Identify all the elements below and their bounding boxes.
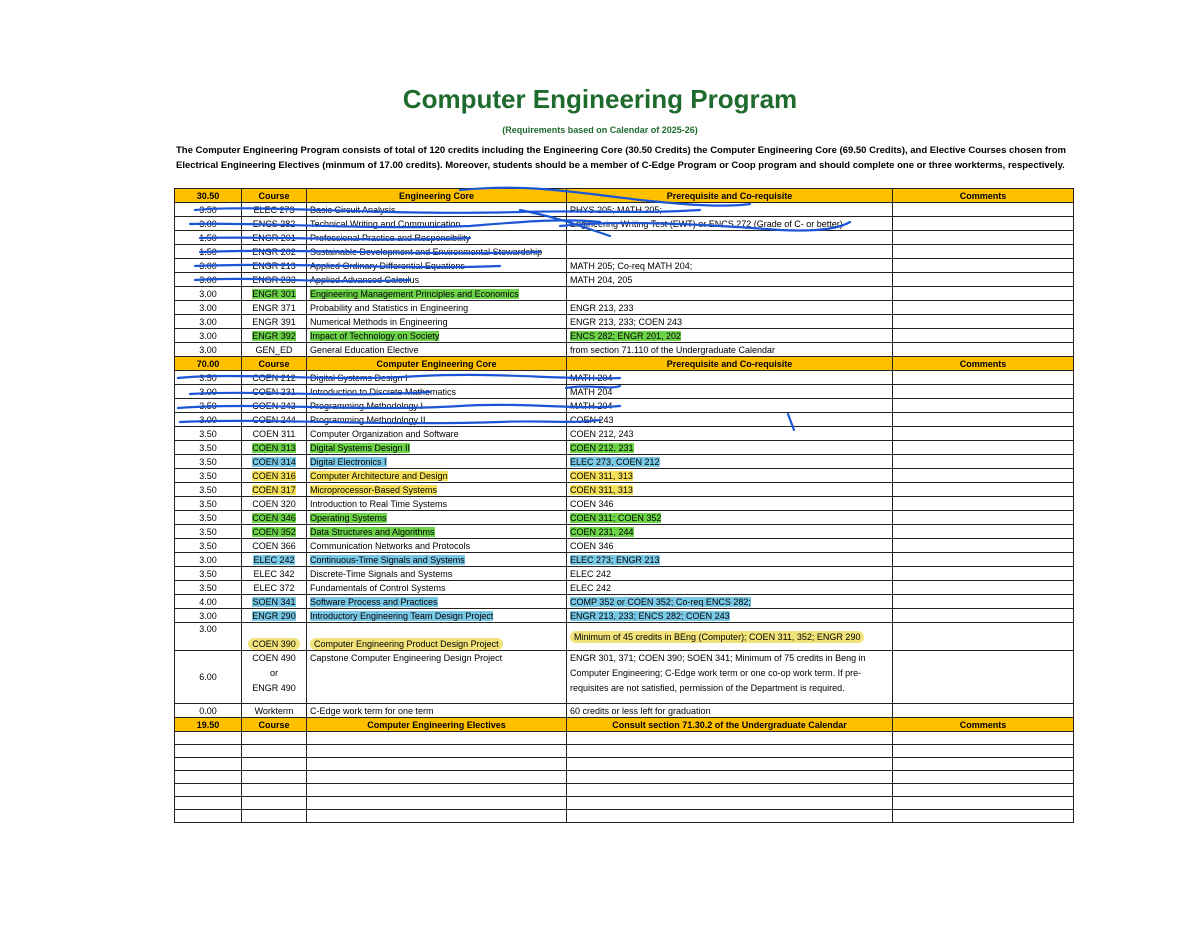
page-title: Computer Engineering Program <box>402 84 798 114</box>
course-name-cell: Sustainable Development and Environmental Stewardship <box>307 245 567 259</box>
prereq-cell: COEN 243 <box>567 413 893 427</box>
empty-cell <box>567 784 893 797</box>
header-comments: Comments <box>893 189 1074 203</box>
empty-cell <box>175 797 242 810</box>
comments-cell <box>893 371 1074 385</box>
course-code-cell: ENGR 202 <box>242 245 307 259</box>
empty-cell <box>893 771 1074 784</box>
comments-cell <box>893 704 1074 718</box>
empty-cell <box>175 745 242 758</box>
course-row <box>175 329 1074 343</box>
comments-cell <box>893 301 1074 315</box>
prereq-cell-highlight: ENGR 213, 233; ENCS 282; COEN 243 <box>570 610 730 621</box>
comments-cell <box>893 595 1074 609</box>
course-code-cell <box>242 651 307 704</box>
prereq-cell-highlight: COEN 311, 313 <box>570 484 633 495</box>
credits-cell: 3.00 <box>175 259 242 273</box>
course-row <box>175 704 1074 718</box>
comments-cell <box>893 259 1074 273</box>
header-credits: 30.50 <box>175 189 242 203</box>
prereq-cell-highlight: ENCS 282; ENGR 201, 202 <box>570 330 682 341</box>
course-row <box>175 301 1074 315</box>
header-comments: Comments <box>893 718 1074 732</box>
course-code-cell-highlight: ENGR 290 <box>252 610 296 621</box>
comments-cell <box>893 385 1074 399</box>
course-row <box>175 217 1074 231</box>
course-row <box>175 455 1074 469</box>
prereq-cell <box>567 245 893 259</box>
course-code-line: COEN 490 <box>252 653 296 663</box>
empty-cell <box>175 732 242 745</box>
empty-cell <box>893 797 1074 810</box>
course-code-cell-highlight: SOEN 341 <box>252 596 296 607</box>
course-code-cell: ENCS 282 <box>242 217 307 231</box>
course-code-cell <box>242 609 307 623</box>
course-name-cell <box>307 287 567 301</box>
prereq-cell <box>567 231 893 245</box>
credits-cell: 3.00 <box>175 217 242 231</box>
prereq-cell: 60 credits or less left for graduation <box>567 704 893 718</box>
comments-cell <box>893 567 1074 581</box>
comments-cell <box>893 539 1074 553</box>
header-name: Engineering Core <box>307 189 567 203</box>
credits-cell: 3.00 <box>175 273 242 287</box>
prereq-cell <box>567 609 893 623</box>
empty-cell <box>893 745 1074 758</box>
empty-cell <box>307 758 567 771</box>
course-row <box>175 539 1074 553</box>
course-row <box>175 553 1074 567</box>
empty-elective-row <box>175 810 1074 823</box>
prereq-cell-highlight: COEN 231, 244 <box>570 526 634 537</box>
empty-cell <box>307 771 567 784</box>
intro-paragraph: The Computer Engineering Program consists of total of 120 credits including the Engineering Core (30.50 Credits) the Computer Engineering Core (69.50 Credits), and Elective Courses chosen from Electrical Engineering Electives (minmum of 17.00 credits). Moreover, students should be a member of C-Edge Program or Coop program and should complete one or three workterms, respectively. <box>176 145 1067 171</box>
prereq-cell <box>567 329 893 343</box>
course-code-cell: ELEC 372 <box>242 581 307 595</box>
credits-cell: 3.00 <box>175 329 242 343</box>
prereq-cell <box>567 469 893 483</box>
empty-cell <box>893 810 1074 823</box>
course-name-cell: Probability and Statistics in Engineering <box>307 301 567 315</box>
comments-cell <box>893 525 1074 539</box>
comments-cell <box>893 329 1074 343</box>
course-name-cell-highlight: Data Structures and Algorithms <box>310 526 435 537</box>
course-row <box>175 399 1074 413</box>
comments-cell <box>893 231 1074 245</box>
credits-cell: 3.50 <box>175 483 242 497</box>
header-course: Course <box>242 189 307 203</box>
course-row <box>175 511 1074 525</box>
credits-cell: 3.50 <box>175 203 242 217</box>
course-name-cell-highlight: Operating Systems <box>310 512 387 523</box>
empty-cell <box>175 771 242 784</box>
empty-cell <box>175 784 242 797</box>
empty-cell <box>242 732 307 745</box>
credits-cell: 3.50 <box>175 581 242 595</box>
course-row <box>175 525 1074 539</box>
empty-elective-row <box>175 732 1074 745</box>
empty-cell <box>567 745 893 758</box>
empty-cell <box>893 784 1074 797</box>
header-name: Computer Engineering Electives <box>307 718 567 732</box>
course-code-cell-highlight: ELEC 242 <box>253 554 295 565</box>
credits-cell: 3.50 <box>175 455 242 469</box>
course-code-cell-highlight: COEN 314 <box>252 456 296 467</box>
course-code-cell <box>242 623 307 651</box>
course-name-cell-highlight: Digital Electronics I <box>310 456 387 467</box>
prereq-cell: MATH 204, 205 <box>567 273 893 287</box>
prereq-cell: COEN 346 <box>567 539 893 553</box>
course-code-cell <box>242 511 307 525</box>
course-name-cell <box>307 595 567 609</box>
course-name-cell: Numerical Methods in Engineering <box>307 315 567 329</box>
empty-elective-row <box>175 784 1074 797</box>
prereq-cell: MATH 205; Co-req MATH 204; <box>567 259 893 273</box>
course-code-cell: ELEC 342 <box>242 567 307 581</box>
course-code-cell <box>242 553 307 567</box>
course-code-cell: COEN 231 <box>242 385 307 399</box>
empty-elective-row <box>175 797 1074 810</box>
course-row <box>175 231 1074 245</box>
prereq-cell: COEN 346 <box>567 497 893 511</box>
prereq-cell: PHYS 205; MATH 205; <box>567 203 893 217</box>
course-code-cell: ENGR 213 <box>242 259 307 273</box>
empty-cell <box>893 758 1074 771</box>
prereq-cell-highlight: COMP 352 or COEN 352; Co-req ENCS 282; <box>570 596 751 607</box>
section-header-row <box>175 718 1074 732</box>
course-name-cell: Introduction to Discrete Mathematics <box>307 385 567 399</box>
course-name-cell-highlight: Computer Architecture and Design <box>310 470 448 481</box>
comments-cell <box>893 511 1074 525</box>
credits-cell: 3.00 <box>175 315 242 329</box>
course-code-cell: GEN_ED <box>242 343 307 357</box>
course-name-cell: Communication Networks and Protocols <box>307 539 567 553</box>
course-row <box>175 483 1074 497</box>
course-code-cell: ENGR 201 <box>242 231 307 245</box>
empty-cell <box>307 797 567 810</box>
prereq-cell <box>567 595 893 609</box>
header-comments: Comments <box>893 357 1074 371</box>
prereq-cell <box>567 511 893 525</box>
course-name-cell <box>307 623 567 651</box>
course-name-cell: General Education Elective <box>307 343 567 357</box>
course-code-cell: COEN 366 <box>242 539 307 553</box>
credits-cell: 3.50 <box>175 427 242 441</box>
prereq-cell: MATH 204 <box>567 385 893 399</box>
requirements-table <box>174 188 1074 823</box>
comments-cell <box>893 469 1074 483</box>
course-code-cell-highlight: ENGR 301 <box>252 288 296 299</box>
empty-cell <box>567 771 893 784</box>
empty-cell <box>242 810 307 823</box>
prereq-cell <box>567 441 893 455</box>
course-row <box>175 413 1074 427</box>
course-code-cell: COEN 212 <box>242 371 307 385</box>
course-name-cell <box>307 441 567 455</box>
course-code-cell <box>242 329 307 343</box>
course-row <box>175 203 1074 217</box>
empty-elective-row <box>175 745 1074 758</box>
course-name-cell: Programming Methodology I <box>307 399 567 413</box>
course-name-cell <box>307 483 567 497</box>
header-name: Computer Engineering Core <box>307 357 567 371</box>
course-row <box>175 651 1074 704</box>
prereq-cell: COEN 212, 243 <box>567 427 893 441</box>
course-code-cell <box>242 483 307 497</box>
course-row <box>175 343 1074 357</box>
comments-cell <box>893 343 1074 357</box>
course-row <box>175 567 1074 581</box>
course-code-cell-highlight: COEN 390 <box>248 638 300 650</box>
course-code-cell-highlight: ENGR 392 <box>252 330 296 341</box>
course-row <box>175 609 1074 623</box>
prereq-cell-highlight: ELEC 273; ENGR 213 <box>570 554 660 565</box>
course-row <box>175 469 1074 483</box>
comments-cell <box>893 497 1074 511</box>
course-code-line: or <box>269 668 278 678</box>
empty-cell <box>567 732 893 745</box>
prereq-cell: MATH 204 <box>567 399 893 413</box>
course-name-cell: Digital Systems Design I <box>307 371 567 385</box>
empty-cell <box>567 810 893 823</box>
course-code-cell-highlight: COEN 346 <box>252 512 296 523</box>
course-code-cell <box>242 595 307 609</box>
course-code-cell: Workterm <box>242 704 307 718</box>
course-row <box>175 259 1074 273</box>
credits-cell: 3.00 <box>175 609 242 623</box>
course-row <box>175 497 1074 511</box>
credits-cell: 3.50 <box>175 539 242 553</box>
prereq-cell <box>567 483 893 497</box>
course-row <box>175 581 1074 595</box>
credits-cell: 3.50 <box>175 525 242 539</box>
course-name-cell: Basic Circuit Analysis <box>307 203 567 217</box>
course-code-cell: COEN 311 <box>242 427 307 441</box>
prereq-cell-highlight: COEN 212, 231 <box>570 442 634 453</box>
credits-cell: 3.00 <box>175 343 242 357</box>
header-prereq: Prerequisite and Co-requisite <box>567 189 893 203</box>
course-code-cell-highlight: COEN 313 <box>252 442 296 453</box>
course-name-cell-highlight: Introductory Engineering Team Design Project <box>310 610 494 621</box>
course-row <box>175 273 1074 287</box>
credits-cell: 3.50 <box>175 469 242 483</box>
prereq-cell: Engineering Writing Test (EWT) or ENCS 272 (Grade of C- or better) <box>567 217 893 231</box>
course-name-cell-highlight: Digital Systems Design II <box>310 442 411 453</box>
page-subtitle: (Requirements based on Calendar of 2025-26) <box>502 125 698 135</box>
credits-cell: 3.00 <box>175 287 242 301</box>
course-name-cell <box>307 329 567 343</box>
empty-cell <box>567 758 893 771</box>
credits-cell: 3.50 <box>175 371 242 385</box>
course-row <box>175 385 1074 399</box>
comments-cell <box>893 203 1074 217</box>
comments-cell <box>893 623 1074 651</box>
prereq-cell-highlight: COEN 311, 313 <box>570 470 633 481</box>
course-name-cell: Applied Ordinary Differential Equations <box>307 259 567 273</box>
comments-cell <box>893 651 1074 704</box>
course-name-cell <box>307 609 567 623</box>
comments-cell <box>893 609 1074 623</box>
course-name-cell: Fundamentals of Control Systems <box>307 581 567 595</box>
prereq-cell: ENGR 213, 233 <box>567 301 893 315</box>
header-credits: 19.50 <box>175 718 242 732</box>
course-row <box>175 595 1074 609</box>
course-row <box>175 427 1074 441</box>
credits-cell: 3.50 <box>175 511 242 525</box>
header-prereq: Consult section 71.30.2 of the Undergraduate Calendar <box>567 718 893 732</box>
credits-cell: 3.00 <box>175 385 242 399</box>
credits-cell: 3.50 <box>175 567 242 581</box>
credits-cell: 3.50 <box>175 399 242 413</box>
course-code-cell <box>242 287 307 301</box>
header-course: Course <box>242 357 307 371</box>
comments-cell <box>893 315 1074 329</box>
comments-cell <box>893 427 1074 441</box>
course-row <box>175 371 1074 385</box>
credits-cell: 4.00 <box>175 595 242 609</box>
credits-cell: 3.00 <box>175 301 242 315</box>
course-name-cell <box>307 525 567 539</box>
course-code-cell-highlight: COEN 316 <box>252 470 296 481</box>
comments-cell <box>893 455 1074 469</box>
header-credits: 70.00 <box>175 357 242 371</box>
comments-cell <box>893 217 1074 231</box>
credits-cell: 3.50 <box>175 497 242 511</box>
empty-cell <box>307 784 567 797</box>
course-code-line: ENGR 490 <box>252 683 296 693</box>
course-row <box>175 623 1074 651</box>
prereq-cell-highlight: COEN 311; COEN 352 <box>570 512 662 523</box>
comments-cell <box>893 399 1074 413</box>
course-name-cell <box>307 455 567 469</box>
header-prereq: Prerequisite and Co-requisite <box>567 357 893 371</box>
credits-cell: 3.00 <box>175 413 242 427</box>
course-code-cell <box>242 455 307 469</box>
prereq-cell <box>567 525 893 539</box>
course-name-cell-highlight: Continuous-Time Signals and Systems <box>310 554 465 565</box>
comments-cell <box>893 441 1074 455</box>
course-code-cell <box>242 469 307 483</box>
empty-cell <box>242 758 307 771</box>
comments-cell <box>893 413 1074 427</box>
course-name-cell-highlight: Software Process and Practices <box>310 596 438 607</box>
empty-cell <box>242 745 307 758</box>
empty-cell <box>242 797 307 810</box>
course-code-cell: COEN 320 <box>242 497 307 511</box>
course-name-cell: Introduction to Real Time Systems <box>307 497 567 511</box>
credits-cell: 6.00 <box>175 651 242 704</box>
section-header-row <box>175 189 1074 203</box>
course-name-cell: Computer Organization and Software <box>307 427 567 441</box>
course-code-cell: COEN 244 <box>242 413 307 427</box>
comments-cell <box>893 287 1074 301</box>
empty-cell <box>175 758 242 771</box>
prereq-cell: ELEC 242 <box>567 581 893 595</box>
course-code-cell-highlight: COEN 317 <box>252 484 296 495</box>
course-code-cell <box>242 525 307 539</box>
course-code-cell: COEN 243 <box>242 399 307 413</box>
course-name-cell-highlight: Microprocessor-Based Systems <box>310 484 438 495</box>
empty-cell <box>175 810 242 823</box>
course-code-cell <box>242 441 307 455</box>
course-name-cell: Professional Practice and Responsibility <box>307 231 567 245</box>
empty-cell <box>567 797 893 810</box>
course-name-cell: Applied Advanced Calculus <box>307 273 567 287</box>
empty-cell <box>893 732 1074 745</box>
prereq-cell: ELEC 242 <box>567 567 893 581</box>
credits-cell: 1.50 <box>175 245 242 259</box>
course-name-cell: C-Edge work term for one term <box>307 704 567 718</box>
course-code-cell: ENGR 371 <box>242 301 307 315</box>
empty-elective-row <box>175 771 1074 784</box>
course-name-cell <box>307 469 567 483</box>
prereq-cell: ENGR 301, 371; COEN 390; SOEN 341; Minimum of 75 credits in Beng in Computer Engineering; C-Edge work term or one co-op work term. If pre-requisites are not satisfied, permission of the Department is required. <box>567 651 893 704</box>
course-name-cell <box>307 511 567 525</box>
course-row <box>175 245 1074 259</box>
prereq-cell: MATH 204 <box>567 371 893 385</box>
empty-cell <box>307 732 567 745</box>
prereq-cell: ENGR 213, 233; COEN 243 <box>567 315 893 329</box>
comments-cell <box>893 483 1074 497</box>
empty-cell <box>307 745 567 758</box>
prereq-cell: from section 71.110 of the Undergraduate Calendar <box>567 343 893 357</box>
prereq-cell <box>567 455 893 469</box>
comments-cell <box>893 553 1074 567</box>
course-name-cell: Capstone Computer Engineering Design Project <box>307 651 567 704</box>
section-header-row <box>175 357 1074 371</box>
credits-cell: 0.00 <box>175 704 242 718</box>
course-row <box>175 315 1074 329</box>
header-course: Course <box>242 718 307 732</box>
credits-cell: 3.00 <box>175 623 242 651</box>
prereq-cell-highlight: Minimum of 45 credits in BEng (Computer); COEN 311, 352; ENGR 290 <box>570 631 864 643</box>
course-code-cell: ENGR 233 <box>242 273 307 287</box>
prereq-cell <box>567 287 893 301</box>
comments-cell <box>893 273 1074 287</box>
course-code-cell: ENGR 391 <box>242 315 307 329</box>
credits-cell: 1.50 <box>175 231 242 245</box>
course-row <box>175 441 1074 455</box>
credits-cell: 3.00 <box>175 553 242 567</box>
course-name-cell: Discrete-Time Signals and Systems <box>307 567 567 581</box>
course-name-cell: Programming Methodology II <box>307 413 567 427</box>
prereq-cell <box>567 623 893 651</box>
course-name-cell-highlight: Impact of Technology on Society <box>310 330 440 341</box>
empty-elective-row <box>175 758 1074 771</box>
comments-cell <box>893 245 1074 259</box>
course-code-cell: ELEC 273 <box>242 203 307 217</box>
prereq-cell <box>567 553 893 567</box>
empty-cell <box>242 771 307 784</box>
empty-cell <box>242 784 307 797</box>
empty-cell <box>307 810 567 823</box>
course-name-cell: Technical Writing and Communication <box>307 217 567 231</box>
course-code-cell-highlight: COEN 352 <box>252 526 296 537</box>
prereq-cell-highlight: ELEC 273, COEN 212 <box>570 456 660 467</box>
course-row <box>175 287 1074 301</box>
course-name-cell-highlight: Computer Engineering Product Design Project <box>310 638 503 650</box>
comments-cell <box>893 581 1074 595</box>
credits-cell: 3.50 <box>175 441 242 455</box>
course-name-cell <box>307 553 567 567</box>
course-name-cell-highlight: Engineering Management Principles and Economics <box>310 288 519 299</box>
